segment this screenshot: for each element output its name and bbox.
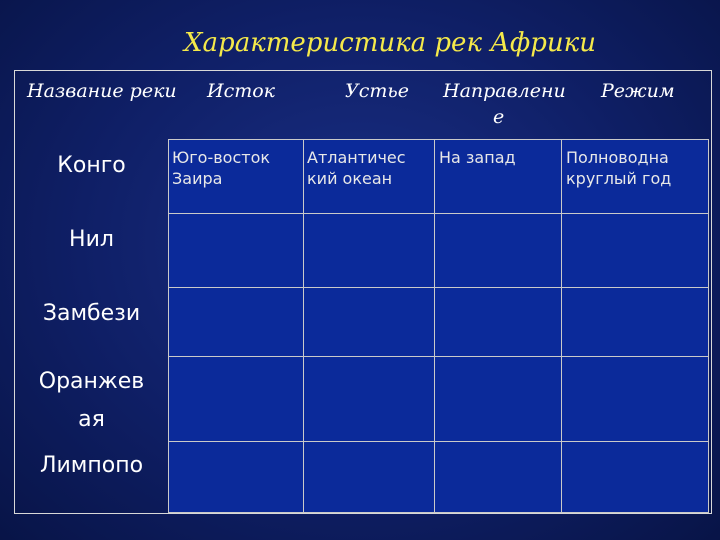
slide-title: Характеристика рек Африки — [184, 28, 596, 58]
cell — [303, 441, 435, 513]
river-name-orange-line2: ая — [78, 407, 105, 432]
cell — [168, 356, 304, 442]
cell — [303, 287, 435, 357]
header-direction: Направлени — [443, 80, 566, 102]
cell — [434, 287, 562, 357]
river-name-limpopo: Лимпопо — [39, 453, 144, 478]
congo-direction: На запад — [439, 148, 516, 167]
cell — [303, 213, 435, 288]
header-source: Исток — [207, 80, 276, 102]
rivers-table — [14, 70, 712, 514]
river-name-zambezi: Замбези — [42, 301, 141, 326]
cell — [303, 356, 435, 442]
river-name-congo: Конго — [57, 153, 126, 178]
cell — [561, 287, 709, 357]
header-river-name: Название реки — [27, 80, 177, 102]
data-grid — [168, 139, 709, 513]
cell — [434, 356, 562, 442]
cell — [561, 441, 709, 513]
cell — [561, 356, 709, 442]
congo-regime: Полноводна круглый год — [566, 148, 672, 188]
congo-source: Юго-восток Заира — [172, 148, 271, 188]
river-name-nile: Нил — [69, 227, 114, 252]
header-mouth: Устье — [345, 80, 409, 102]
cell — [168, 287, 304, 357]
river-name-orange-line1: Оранжев — [38, 369, 145, 394]
header-regime: Режим — [601, 80, 675, 102]
header-direction-wrap: е — [493, 106, 505, 128]
cell — [434, 441, 562, 513]
cell — [168, 441, 304, 513]
cell — [434, 213, 562, 288]
congo-mouth: Атлантичес кий океан — [307, 148, 406, 188]
cell — [168, 213, 304, 288]
cell — [561, 213, 709, 288]
